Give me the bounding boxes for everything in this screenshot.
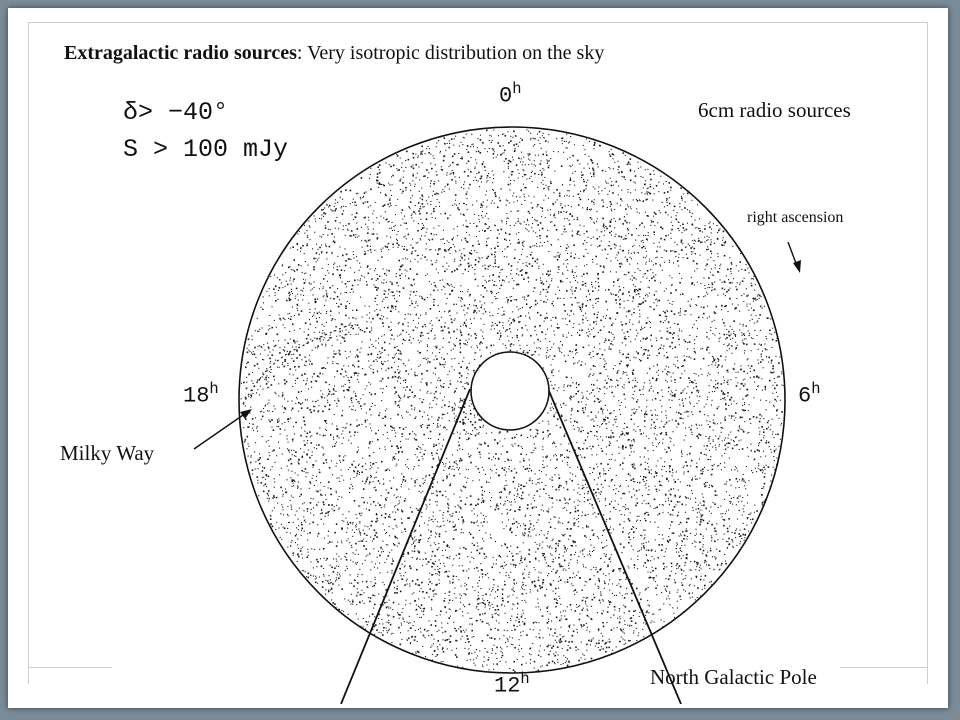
ra-0h-value: 0 [499,83,513,109]
right-ascension-arrowhead [793,260,801,273]
slide-title-bold: Extragalactic radio sources [64,42,297,64]
ra-18h-unit: h [209,380,219,398]
ra-12h-unit: h [520,670,530,688]
frame-line-left [28,22,29,684]
slide-title [64,42,604,65]
ra-6h-value: 6 [798,383,812,409]
right-ascension-label: right ascension [747,209,844,226]
ra-0h-unit: h [512,80,522,98]
north-galactic-pole-circle [471,352,549,430]
ra-6h-unit: h [811,380,821,398]
north-galactic-pole-label: North Galactic Pole [650,665,817,689]
ra-label-6h [798,380,820,408]
flux-cut: S > 100 mJy [123,135,289,164]
ra-label-18h [183,380,219,408]
band-label: 6cm radio sources [698,98,851,122]
ra-18h-value: 18 [183,383,210,409]
frame-line-right [927,22,928,684]
milky-way-pointer [194,413,246,449]
ra-label-0h [499,80,521,108]
declination-cut: δ> −40° [123,98,229,127]
slide-title-rest: : Very isotropic distribution on the sky [296,42,605,64]
ra-label-12h [494,670,530,698]
ra-12h-value: 12 [494,673,521,699]
frame-line-top [28,22,928,23]
sky-map-figure [112,70,840,704]
milky-way-label: Milky Way [60,441,155,465]
sky-map-svg [112,70,840,704]
